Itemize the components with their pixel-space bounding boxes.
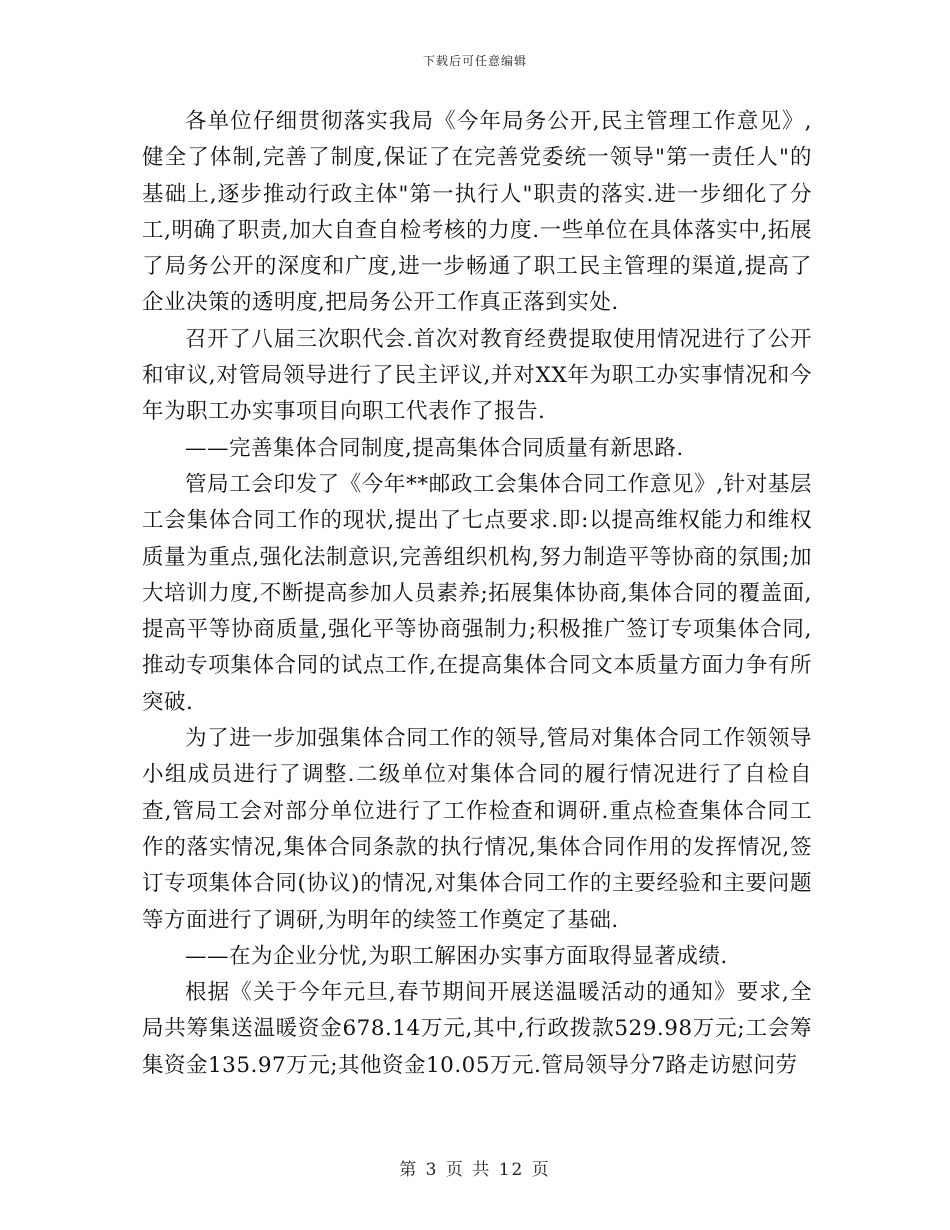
paragraph: 根据《关于今年元旦,春节期间开展送温暖活动的通知》要求,全局共筹集送温暖资金678.14万元,其中,行政拨款529.98万元;工会筹集资金135.97万元;其他资金10.05万元.管局领导分7路走访慰问劳 <box>142 980 812 1078</box>
paragraph: 召开了八届三次职代会.首次对教育经费提取使用情况进行了公开和审议,对管局领导进行了民主评议,并对XX年为职工办实事情况和今年为职工办实事项目向职工代表作了报告. <box>142 326 812 425</box>
section-heading: ——完善集体合同制度,提高集体合同质量有新思路. <box>185 435 684 461</box>
section-heading: ——在为企业分忧,为职工解困办实事方面取得显著成绩. <box>185 943 728 969</box>
document-body <box>142 104 812 1084</box>
paragraph: 各单位仔细贯彻落实我局《今年局务公开,民主管理工作意见》,健全了体制,完善了制度,保证了在完善党委统一领导"第一责任人"的基础上,逐步推动行政主体"第一执行人"职责的落实.进一步细化了分工,明确了职责,加大自查自检考核的力度.一些单位在具体落实中,拓展了局务公开的深度和广度,进一步畅通了职工民主管理的渠道,提高了企业决策的透明度,把局务公开工作真正落到实处. <box>142 109 812 316</box>
paragraph: 为了进一步加强集体合同工作的领导,管局对集体合同工作领领导小组成员进行了调整.二级单位对集体合同的履行情况进行了自检自查,管局工会对部分单位进行了工作检查和调研.重点检查集体合同工作的落实情况,集体合同条款的执行情况,集体合同作用的发挥情况,签订专项集体合同(协议)的情况,对集体合同工作的主要经验和主要问题等方面进行了调研,为明年的续签工作奠定了基础. <box>142 726 812 933</box>
page-number: 第 3 页 共 12 页 <box>399 1160 551 1180</box>
paragraph: 管局工会印发了《今年**邮政工会集体合同工作意见》,针对基层工会集体合同工作的现状,提出了七点要求.即:以提高维权能力和维权质量为重点,强化法制意识,完善组织机构,努力制造平等协商的氛围;加大培训力度,不断提高参加人员素养;拓展集体协商,集体合同的覆盖面,提高平等协商质量,强化平等协商强制力;积极推广签订专项集体合同,推动专项集体合同的试点工作,在提高集体合同文本质量方面力争有所突破. <box>142 471 812 715</box>
page-header: 下载后可任意编辑 <box>422 54 527 68</box>
